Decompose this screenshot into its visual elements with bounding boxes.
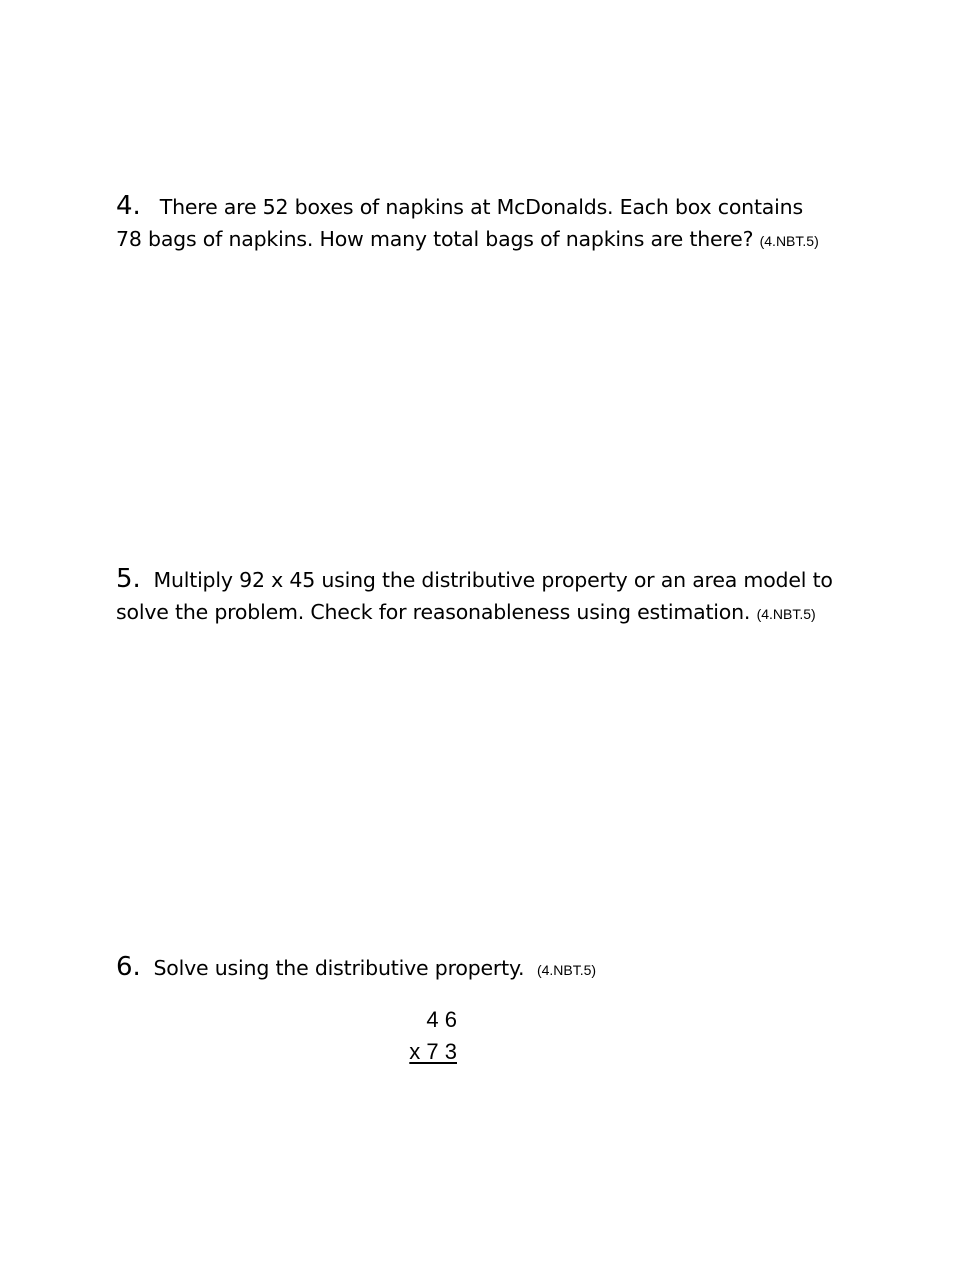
problem-5-text-line-1: Multiply 92 x 45 using the distributive property or an area model to [153,568,833,592]
problem-5-line-1 [116,563,876,596]
problem-4-text-line-1: There are 52 boxes of napkins at McDonalds. Each box contains [159,195,803,219]
problem-4-standard: (4.NBT.5) [759,233,819,249]
problem-4-line-1 [116,190,876,223]
problem-6-number: 6. [116,952,141,982]
multiplication-top: 4 6 [426,1007,457,1032]
problem-5 [116,563,876,630]
problem-5-number: 5. [116,564,141,594]
multiplication-bottom: x 7 3 [409,1039,457,1064]
problem-4 [116,190,876,257]
problem-5-standard: (4.NBT.5) [756,606,816,622]
multiplication-problem [397,1004,457,1068]
problem-5-line-2 [116,596,876,630]
problem-5-text-line-2: solve the problem. Check for reasonableness using estimation. [116,600,751,624]
problem-6-line-1 [116,951,876,986]
problem-4-line-2 [116,223,876,257]
problem-4-text-line-2: 78 bags of napkins. How many total bags of napkins are there? [116,227,754,251]
problem-6-text-line-1: Solve using the distributive property. [153,956,525,980]
problem-6 [116,951,876,986]
problem-4-number: 4. [116,191,141,221]
problem-6-standard: (4.NBT.5) [536,962,597,978]
